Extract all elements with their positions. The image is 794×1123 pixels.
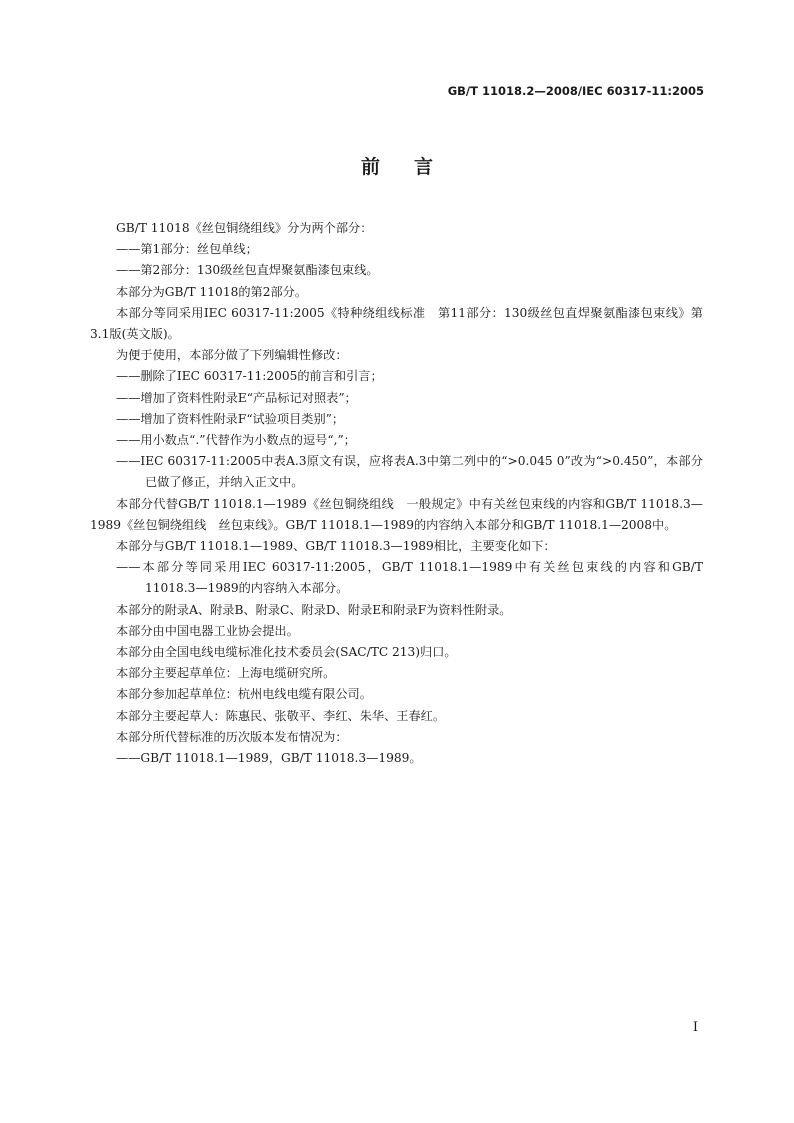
dash-item: ——IEC 60317-11:2005中表A.3原文有误，应将表A.3中第二列中的“>0.045 0”改为“>0.450”，本部分已做了修正，并纳入正文中。 — [116, 454, 703, 490]
dash-item: ——用小数点“.”代替作为小数点的逗号“,”； — [116, 433, 356, 448]
paragraph: 本部分由全国电线电缆标准化技术委员会(SAC/TC 213)归口。 — [116, 645, 457, 660]
page-title: 前言 — [360, 156, 467, 178]
paragraph: 本部分所代替标准的历次版本发布情况为： — [116, 729, 348, 744]
paragraph: 本部分主要起草人：陈惠民、张敬平、李红、朱华、王春红。 — [116, 708, 446, 723]
dash-item: ——删除了IEC 60317-11:2005的前言和引言； — [116, 369, 383, 384]
dash-item: ——第2部分：130级丝包直焊聚氨酯漆包束线。 — [116, 263, 379, 278]
paragraph: GB/T 11018《丝包铜绕组线》分为两个部分： — [116, 221, 373, 235]
dash-item: ——GB/T 11018.1—1989，GB/T 11018.3—1989。 — [116, 751, 422, 766]
paragraph: 本部分由中国电器工业协会提出。 — [116, 623, 299, 638]
paragraph: 本部分与GB/T 11018.1—1989、GB/T 11018.3—1989相比，主要变化如下： — [116, 539, 556, 554]
dash-item: ——本部分等同采用IEC 60317-11:2005，GB/T 11018.1—1989中有关丝包束线的内容和GB/T 11018.3—1989的内容纳入本部分。 — [116, 560, 703, 596]
dash-item: ——第1部分：丝包单线； — [116, 242, 258, 257]
paragraph: 本部分主要起草单位：上海电缆研究所。 — [116, 666, 336, 681]
dash-item: ——增加了资料性附录E“产品标记对照表”； — [116, 390, 357, 405]
paragraph: 本部分参加起草单位：杭州电线电缆有限公司。 — [116, 687, 372, 702]
paragraph: 本部分代替GB/T 11018.1—1989《丝包铜绕组线 一般规定》中有关丝包束线的内容和GB/T 11018.3—1989《丝包铜绕组线 丝包束线》。GB/T 11018.1—1989的内容纳入本部分和GB/T 11018.1—2008中。 — [90, 496, 703, 532]
paragraph: 本部分的附录A、附录B、附录C、附录D、附录E和附录F为资料性附录。 — [116, 602, 512, 617]
paragraph: 本部分为GB/T 11018的第2部分。 — [116, 284, 308, 299]
dash-item: ——增加了资料性附录F“试验项目类别”； — [116, 411, 345, 426]
paragraph: 为便于使用，本部分做了下列编辑性修改： — [116, 348, 348, 363]
foreword-body — [90, 218, 703, 769]
paragraph: 本部分等同采用IEC 60317-11:2005《特种绕组线标准 第11部分：130级丝包直焊聚氨酯漆包束线》第3.1版(英文版)。 — [90, 305, 703, 342]
page-number: I — [692, 1020, 698, 1035]
standard-number: GB/T 11018.2—2008/IEC 60317-11:2005 — [447, 84, 704, 98]
